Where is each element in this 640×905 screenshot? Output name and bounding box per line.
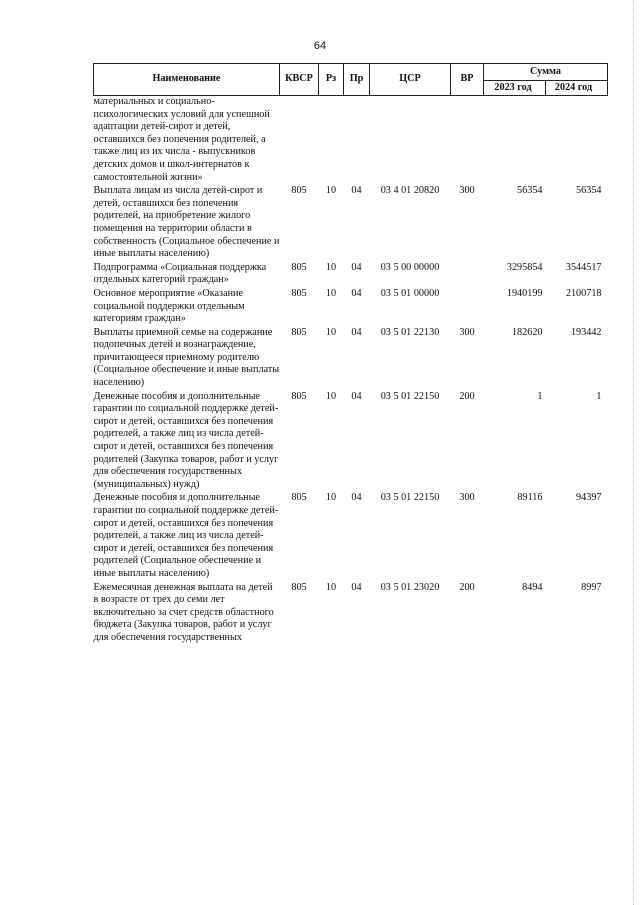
cell-rz: 10 (325, 492, 337, 504)
cell-sum-2023: 3295854 (506, 261, 543, 273)
cell-vr (451, 288, 484, 327)
cell-rz: 10 (325, 287, 337, 299)
cell-kvsr: 805 (291, 287, 307, 299)
cell-csr: 03 4 01 20820 (380, 185, 440, 197)
cell-rz: 10 (325, 185, 337, 197)
cell-sum-2024: 56354 (576, 185, 602, 197)
table-row (94, 262, 608, 288)
cell-kvsr: 805 (291, 492, 307, 504)
table-row (94, 96, 608, 186)
cell-kvsr (280, 96, 319, 186)
cell-sum-2024: 8997 (581, 581, 602, 593)
cell-csr: 03 5 01 00000 (380, 287, 440, 299)
cell-name: Денежные пособия и дополнительные гарантии по социальной поддержке детей-сирот и детей, оставшихся без попечения родителей, а также лиц из числа детей-сирот и детей, оставшихся без попечения родителей (Закупка товаров, работ и услуг для обеспечения государственных (муниципальных) нужд) (93, 390, 279, 490)
table-row (94, 492, 608, 581)
table-row (94, 327, 608, 391)
cell-csr: 03 5 01 22150 (380, 492, 440, 504)
cell-rz: 10 (325, 581, 337, 593)
header-rz: Рз (319, 64, 344, 96)
cell-name: материальных и социально-психологических условий для успешной адаптации детей-сирот и детей, оставшихся без попечения родителей, а также лиц из их числа - выпускников детских домов и школ-интернатов к самостоятельной жизни» (93, 96, 270, 183)
cell-vr: 300 (459, 326, 475, 338)
cell-sum-2023 (484, 96, 546, 186)
cell-sum-2024: 3544517 (565, 261, 602, 273)
cell-pr: 04 (351, 492, 362, 504)
cell-name: Выплата лицам из числа детей-сирот и детей, оставшихся без попечения родителей, на приобретение жилого помещения на территории области в собственность (Социальное обеспечение и иные выплаты населению) (93, 185, 280, 260)
cell-csr (370, 96, 451, 186)
cell-vr (451, 262, 484, 288)
cell-vr: 200 (459, 390, 475, 402)
scan-edge (632, 0, 634, 905)
cell-kvsr: 805 (291, 185, 307, 197)
cell-name: Основное мероприятие «Оказание социальной поддержки отдельным категориям граждан» (93, 287, 245, 325)
cell-csr: 03 5 01 23020 (380, 581, 440, 593)
cell-sum-2023: 8494 (522, 581, 543, 593)
header-csr: ЦСР (370, 64, 451, 96)
header-sum: Сумма (484, 64, 608, 81)
cell-pr: 04 (351, 326, 362, 338)
cell-pr: 04 (351, 287, 362, 299)
table-header (94, 64, 608, 96)
cell-name: Выплаты приемной семье на содержание подопечных детей и вознаграждение, причитающееся приемному родителю (Социальное обеспечение и иные выплаты населению) (93, 326, 280, 389)
cell-sum-2023: 1940199 (506, 287, 543, 299)
table-row (94, 185, 608, 262)
header-year-2023: 2023 год (484, 81, 546, 96)
header-name: Наименование (94, 64, 280, 96)
cell-name: Денежные пособия и дополнительные гарантии по социальной поддержке детей-сирот и детей, оставшихся без попечения родителей, а также лиц из числа детей-сирот и детей, оставшихся без попечения родителей (Социальное обеспечение и иные выплаты населению) (93, 492, 279, 579)
cell-rz: 10 (325, 326, 337, 338)
budget-table (93, 63, 608, 646)
cell-sum-2024 (546, 96, 608, 186)
cell-pr: 04 (351, 581, 362, 593)
table-body (94, 96, 608, 646)
cell-kvsr: 805 (291, 390, 307, 402)
cell-csr: 03 5 01 22150 (380, 390, 440, 402)
cell-rz: 10 (325, 390, 337, 402)
cell-vr: 300 (459, 492, 475, 504)
header-kvsr: КВСР (280, 64, 319, 96)
cell-sum-2023: 1 (537, 390, 543, 402)
table-row (94, 391, 608, 493)
page-number: 64 (313, 40, 327, 52)
cell-kvsr: 805 (291, 326, 307, 338)
cell-pr (344, 96, 370, 186)
cell-rz (319, 96, 344, 186)
cell-sum-2023: 56354 (517, 185, 543, 197)
cell-kvsr: 805 (291, 581, 307, 593)
cell-pr: 04 (351, 390, 362, 402)
cell-name: Подпрограмма «Социальная поддержка отдельных категорий граждан» (93, 261, 267, 286)
table-row (94, 582, 608, 646)
cell-vr: 200 (459, 581, 475, 593)
cell-name: Ежемесячная денежная выплата на детей в возрасте от трех до семи лет включительно за счет средств областного бюджета (Закупка товаров, работ и услуг для обеспечения государственных (93, 581, 274, 643)
cell-kvsr: 805 (291, 261, 307, 273)
cell-csr: 03 5 01 22130 (380, 326, 440, 338)
header-pr: Пр (344, 64, 370, 96)
cell-rz: 10 (325, 261, 337, 273)
cell-sum-2024: 1 (596, 390, 602, 402)
cell-vr (451, 96, 484, 186)
cell-csr: 03 5 00 00000 (380, 261, 440, 273)
cell-pr: 04 (351, 185, 362, 197)
cell-sum-2023: 89116 (517, 492, 543, 504)
cell-sum-2024: 193442 (570, 326, 602, 338)
cell-vr: 300 (459, 185, 475, 197)
header-vr: ВР (451, 64, 484, 96)
cell-sum-2023: 182620 (511, 326, 543, 338)
header-year-2024: 2024 год (546, 81, 608, 96)
cell-pr: 04 (351, 261, 362, 273)
cell-sum-2024: 2100718 (565, 287, 602, 299)
table-row (94, 288, 608, 327)
cell-sum-2024: 94397 (576, 492, 602, 504)
